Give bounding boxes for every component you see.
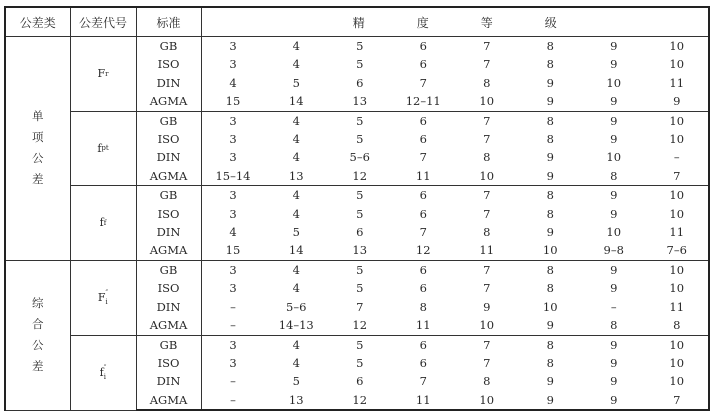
grade-value-cell: 10 — [455, 391, 519, 410]
grade-value-cell: 13 — [328, 92, 392, 111]
standard-cell: ISO — [136, 354, 201, 372]
grade-value-cell: – — [230, 374, 236, 389]
grade-value-cell: 5 — [356, 337, 364, 352]
grade-value-cell: 14 — [265, 92, 329, 111]
category-char: 合 — [32, 317, 44, 332]
grade-value-cell: 7 — [483, 281, 491, 296]
grade-value-cell: 8 — [546, 39, 554, 53]
grade-value-cell: 9 — [546, 225, 554, 240]
header-code: 公差代号 — [70, 7, 136, 37]
category-char: 项 — [32, 130, 44, 145]
code-symbol: F — [97, 290, 106, 304]
grade-value-cell: 10 — [646, 260, 710, 279]
grade-value-cell: 6 — [419, 206, 427, 221]
standard-cell: GB — [136, 260, 201, 279]
standard-cell: ISO — [136, 130, 201, 148]
grade-value-cell: 3 — [229, 337, 237, 352]
tolerance-code-cell — [70, 37, 136, 112]
table-row — [5, 186, 709, 205]
standard-cell: AGMA — [136, 316, 201, 335]
grade-value-cell: 3 — [229, 132, 237, 147]
grade-value-cell: 8 — [546, 132, 554, 147]
grade-value-cell: 7 — [483, 113, 491, 128]
category-char: 综 — [32, 296, 44, 311]
grade-value-cell: 9 — [519, 167, 583, 186]
code-symbol: f — [99, 216, 104, 230]
grade-value-cell: – — [230, 299, 236, 314]
code-superscript: ″ — [105, 288, 109, 297]
grade-value-cell: 7 — [356, 299, 364, 314]
grade-value-cell: 8 — [582, 316, 646, 335]
tolerance-grade-table — [4, 6, 710, 411]
grade-value-cell: 10 — [455, 316, 519, 335]
grade-value-cell: 8 — [646, 316, 710, 335]
code-superscript: ″ — [103, 363, 107, 372]
standard-cell: AGMA — [136, 241, 201, 260]
grade-value-cell: 7 — [483, 355, 491, 370]
category-char: 差 — [32, 172, 44, 187]
grade-value-cell: 11 — [646, 223, 710, 241]
standard-cell: ISO — [136, 205, 201, 223]
grade-value-cell: 6 — [356, 225, 364, 240]
standard-cell: DIN — [136, 223, 201, 241]
grade-value-cell: 9 — [610, 132, 618, 147]
grade-value-cell: 9 — [610, 113, 618, 128]
grade-value-cell: 10 — [542, 299, 558, 314]
grade-value-cell: 5 — [356, 57, 364, 72]
tolerance-category-cell — [5, 37, 70, 261]
standard-cell: GB — [136, 186, 201, 205]
grade-value-cell: 9 — [582, 92, 646, 111]
grade-value-cell: 8 — [546, 281, 554, 296]
grade-value-cell: 7 — [646, 167, 710, 186]
header-grade-char: 级 — [544, 15, 557, 30]
grade-value-cell: 3 — [229, 150, 237, 165]
grade-value-cell: 3 — [229, 355, 237, 370]
grade-value-cell: 10 — [646, 335, 710, 354]
standard-cell: ISO — [136, 55, 201, 73]
grade-value-cell: 7–6 — [646, 241, 710, 260]
grade-value-cell: 8 — [546, 188, 554, 203]
grade-value-cell: 11 — [392, 316, 456, 335]
grade-value-cell: 9 — [483, 299, 491, 314]
grade-value-cell: 7 — [419, 225, 427, 240]
grade-value-cell: 11 — [392, 167, 456, 186]
grade-value-cell: 4 — [292, 57, 300, 72]
grade-value-cell: 10 — [606, 225, 622, 240]
grade-value-cell: – — [201, 316, 265, 335]
grade-value-cell: 12 — [328, 391, 392, 410]
grade-value-cell: – — [610, 299, 617, 314]
category-char: 差 — [32, 359, 44, 374]
header-category: 公差类 — [5, 7, 70, 37]
grade-value-cell: 10 — [606, 75, 622, 90]
standard-cell: AGMA — [136, 391, 201, 410]
grade-value-cell: 11 — [646, 298, 710, 316]
grade-value-cell: 7 — [483, 39, 491, 53]
grade-value-cell: 4 — [292, 281, 300, 296]
grade-value-cell: 13 — [328, 241, 392, 260]
header-row — [5, 7, 709, 37]
grade-value-cell: 8 — [546, 337, 554, 352]
grade-value-cell: 4 — [292, 355, 300, 370]
tolerance-code-cell — [70, 111, 136, 186]
grade-value-cell: 6 — [419, 113, 427, 128]
grade-value-cell: 3 — [229, 39, 237, 53]
grade-value-cell: 4 — [292, 132, 300, 147]
grade-value-cell: 7 — [483, 132, 491, 147]
grade-value-cell: 4 — [229, 75, 237, 90]
grade-value-cell: 6 — [419, 57, 427, 72]
grade-value-cell: 10 — [455, 167, 519, 186]
category-char: 单 — [32, 109, 44, 124]
code-subscript: r — [105, 69, 109, 78]
grade-value-cell: 8 — [546, 206, 554, 221]
grade-value-cell: 7 — [483, 337, 491, 352]
standard-cell: GB — [136, 111, 201, 130]
grade-value-cell: 5 — [356, 281, 364, 296]
grade-value-cell: 6 — [419, 132, 427, 147]
grade-value-cell: 9 — [519, 391, 583, 410]
grade-value-cell: 12 — [328, 316, 392, 335]
grade-value-cell: 9 — [646, 92, 710, 111]
tolerance-category-cell — [5, 260, 70, 410]
code-subscript: f — [103, 218, 107, 227]
grade-value-cell: 10 — [455, 92, 519, 111]
grade-value-cell: 4 — [292, 262, 300, 277]
code-symbol: F — [97, 67, 106, 81]
grade-value-cell: 13 — [265, 391, 329, 410]
code-symbol: f — [97, 141, 102, 155]
grade-value-cell: 9 — [546, 374, 554, 389]
category-char: 公 — [32, 338, 44, 353]
code-symbol: f — [99, 365, 104, 379]
grade-value-cell: 12–11 — [392, 92, 456, 111]
standard-cell: ISO — [136, 279, 201, 297]
grade-value-cell: 6 — [419, 188, 427, 203]
grade-value-cell: 9 — [610, 262, 618, 277]
grade-value-cell: 12 — [328, 167, 392, 186]
grade-value-cell: 5 — [356, 113, 364, 128]
grade-value-cell: 10 — [646, 111, 710, 130]
grade-value-cell: 10 — [646, 279, 710, 297]
grade-value-cell: 14–13 — [265, 316, 329, 335]
grade-value-cell: 11 — [646, 74, 710, 92]
grade-value-cell: 9 — [610, 374, 618, 389]
table-body — [5, 37, 709, 411]
grade-value-cell: 9 — [546, 75, 554, 90]
grade-value-cell: 9 — [610, 281, 618, 296]
grade-value-cell: 7 — [646, 391, 710, 410]
grade-value-cell: 8 — [546, 57, 554, 72]
grade-value-cell: 8 — [483, 225, 491, 240]
grade-value-cell: 3 — [229, 206, 237, 221]
grade-value-cell: 9 — [610, 355, 618, 370]
grade-value-cell: 8 — [546, 113, 554, 128]
code-subscript: pt — [101, 144, 109, 153]
grade-value-cell: 3 — [229, 57, 237, 72]
grade-value-cell: 5 — [356, 355, 364, 370]
grade-value-cell: 6 — [356, 75, 364, 90]
grade-value-cell: 9 — [519, 92, 583, 111]
grade-value-cell: 8 — [546, 262, 554, 277]
tolerance-grade-table-container — [4, 6, 710, 407]
grade-value-cell: 6 — [419, 337, 427, 352]
grade-value-cell: 11 — [455, 241, 519, 260]
grade-value-cell: 10 — [646, 55, 710, 73]
table-row — [5, 37, 709, 56]
grade-value-cell: 14 — [265, 241, 329, 260]
grade-value-cell: – — [201, 391, 265, 410]
grade-value-cell: 4 — [292, 188, 300, 203]
grade-value-cell: 6 — [419, 281, 427, 296]
standard-cell: DIN — [136, 74, 201, 92]
grade-value-cell: 15 — [201, 92, 265, 111]
grade-value-cell: 6 — [356, 374, 364, 389]
grade-value-cell: 5–6 — [349, 150, 370, 165]
grade-value-cell: 5 — [356, 132, 364, 147]
grade-value-cell: 4 — [292, 113, 300, 128]
grade-value-cell: 5 — [292, 225, 300, 240]
grade-value-cell: 10 — [606, 150, 622, 165]
grade-value-cell: 7 — [419, 75, 427, 90]
header-standard: 标准 — [136, 7, 201, 37]
grade-value-cell: 7 — [483, 206, 491, 221]
code-subscript: i — [103, 372, 106, 381]
header-grade-char: 等 — [480, 15, 493, 30]
header-grade-char: 度 — [416, 15, 429, 30]
standard-cell: GB — [136, 37, 201, 56]
grade-value-cell: 4 — [292, 337, 300, 352]
grade-value-cell: 11 — [392, 391, 456, 410]
grade-value-cell: 15–14 — [201, 167, 265, 186]
grade-value-cell: 3 — [229, 188, 237, 203]
tolerance-code-cell — [70, 335, 136, 410]
grade-value-cell: 15 — [201, 241, 265, 260]
header-grade-char: 精 — [352, 15, 365, 30]
grade-value-cell: 8 — [582, 167, 646, 186]
grade-value-cell: 5 — [356, 206, 364, 221]
grade-value-cell: 10 — [646, 205, 710, 223]
grade-value-cell: 5 — [356, 262, 364, 277]
standard-cell: DIN — [136, 148, 201, 166]
grade-value-cell: 5 — [356, 39, 364, 53]
grade-value-cell: 9 — [610, 188, 618, 203]
grade-value-cell: 8 — [483, 75, 491, 90]
grade-value-cell: 3 — [229, 262, 237, 277]
grade-value-cell: 10 — [646, 130, 710, 148]
grade-value-cell: 9 — [582, 391, 646, 410]
grade-value-cell: 6 — [419, 262, 427, 277]
grade-value-cell: 3 — [229, 281, 237, 296]
grade-value-cell: 9 — [546, 150, 554, 165]
table-row — [5, 111, 709, 130]
tolerance-code-cell — [70, 186, 136, 261]
standard-cell: DIN — [136, 298, 201, 316]
tolerance-code-cell — [70, 260, 136, 335]
grade-value-cell: 12 — [392, 241, 456, 260]
grade-value-cell: 9 — [610, 206, 618, 221]
grade-value-cell: 5 — [292, 75, 300, 90]
grade-value-cell: 4 — [229, 225, 237, 240]
grade-value-cell: 7 — [419, 150, 427, 165]
grade-value-cell: 9 — [610, 337, 618, 352]
table-row — [5, 335, 709, 354]
standard-cell: AGMA — [136, 92, 201, 111]
grade-value-cell: 9–8 — [582, 241, 646, 260]
grade-value-cell: 10 — [646, 186, 710, 205]
grade-value-cell: 13 — [265, 167, 329, 186]
grade-value-cell: 5 — [292, 374, 300, 389]
grade-value-cell: 10 — [646, 372, 710, 390]
grade-value-cell: 9 — [610, 57, 618, 72]
grade-value-cell: 9 — [519, 316, 583, 335]
grade-value-cell: 4 — [292, 206, 300, 221]
grade-value-cell: 7 — [483, 188, 491, 203]
code-subscript: i — [105, 297, 108, 306]
grade-value-cell: 8 — [419, 299, 427, 314]
grade-value-cell: 7 — [483, 262, 491, 277]
header-accuracy-grade — [201, 7, 709, 37]
standard-cell: GB — [136, 335, 201, 354]
grade-value-cell: 5–6 — [286, 299, 307, 314]
grade-value-cell: – — [646, 148, 710, 166]
grade-value-cell: 3 — [229, 113, 237, 128]
grade-value-cell: 6 — [419, 355, 427, 370]
grade-value-cell: 9 — [610, 39, 618, 53]
standard-cell: AGMA — [136, 167, 201, 186]
grade-value-cell: 7 — [483, 57, 491, 72]
grade-value-cell: 8 — [483, 150, 491, 165]
table-row — [5, 260, 709, 279]
grade-value-cell: 10 — [646, 37, 710, 56]
grade-value-cell: 10 — [519, 241, 583, 260]
grade-value-cell: 5 — [356, 188, 364, 203]
grade-value-cell: 4 — [292, 150, 300, 165]
grade-value-cell: 7 — [419, 374, 427, 389]
grade-value-cell: 10 — [646, 354, 710, 372]
standard-cell: DIN — [136, 372, 201, 390]
grade-value-cell: 6 — [419, 39, 427, 53]
grade-value-cell: 4 — [292, 39, 300, 53]
grade-value-cell: 8 — [483, 374, 491, 389]
grade-value-cell: 8 — [546, 355, 554, 370]
category-char: 公 — [32, 151, 44, 166]
